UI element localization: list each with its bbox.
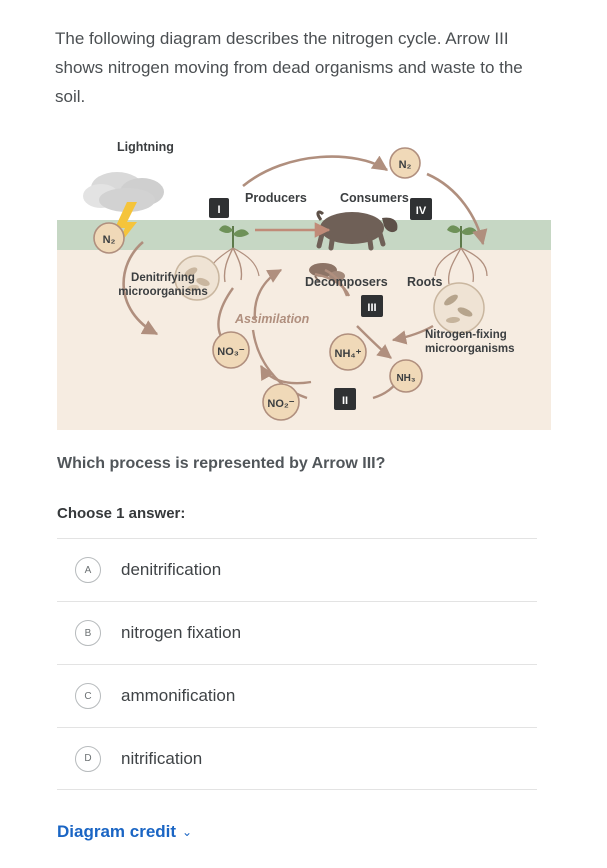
choice-letter-b[interactable]: B bbox=[75, 620, 101, 646]
diagram-credit-toggle[interactable] bbox=[57, 822, 192, 842]
answer-choice-b[interactable] bbox=[57, 601, 537, 664]
choice-letter-c[interactable]: C bbox=[75, 683, 101, 709]
node-no3-label: NO₃⁻ bbox=[217, 346, 245, 358]
node-nh4 bbox=[330, 334, 366, 370]
marker-iv-label: IV bbox=[415, 205, 427, 217]
marker-ii-label: II bbox=[341, 395, 349, 407]
question-text: Which process is represented by Arrow III? bbox=[57, 455, 386, 472]
nitrogen-fixing-microbe-icon bbox=[434, 283, 484, 333]
node-no3 bbox=[213, 332, 249, 368]
node-no2-label: NO₂⁻ bbox=[267, 398, 295, 410]
choice-label-c: ammonification bbox=[121, 686, 236, 705]
label-denitrifying-microorganisms: microorganisms bbox=[118, 286, 208, 298]
choice-letter-d[interactable]: D bbox=[75, 746, 101, 772]
node-nh3-label: NH₃ bbox=[396, 373, 416, 384]
label-nitrogen-fixing-microorganisms: microorganisms bbox=[425, 343, 515, 355]
answer-choice-c[interactable] bbox=[57, 664, 537, 727]
marker-i bbox=[209, 198, 229, 218]
node-n2-top-label: N₂ bbox=[398, 159, 412, 171]
marker-ii bbox=[334, 388, 356, 410]
answer-choice-d[interactable] bbox=[57, 727, 537, 790]
node-n2-left-label: N₂ bbox=[102, 234, 116, 246]
node-nh3 bbox=[390, 360, 422, 392]
marker-i-label: I bbox=[217, 204, 221, 216]
choice-label-a: denitrification bbox=[121, 560, 222, 579]
choose-label: Choose 1 answer: bbox=[57, 505, 186, 522]
chevron-down-icon: ⌄ bbox=[182, 825, 193, 839]
label-roots: Roots bbox=[407, 275, 443, 289]
prompt-text: The following diagram describes the nitrogen cycle. Arrow III shows nitrogen moving from dead organisms and waste to the soil. bbox=[55, 29, 523, 106]
choice-label-b: nitrogen fixation bbox=[121, 623, 242, 642]
label-decomposers: Decomposers bbox=[305, 275, 388, 289]
node-nh4-label: NH₄⁺ bbox=[334, 348, 362, 360]
label-denitrifying: Denitrifying bbox=[131, 272, 195, 284]
marker-iv bbox=[410, 198, 432, 220]
marker-iii-label: III bbox=[367, 302, 377, 314]
nitrogen-cycle-diagram bbox=[57, 130, 551, 430]
marker-iii bbox=[361, 295, 383, 317]
node-n2-left bbox=[94, 223, 124, 253]
label-consumers: Consumers bbox=[340, 191, 409, 205]
answer-choice-a[interactable] bbox=[57, 538, 537, 601]
label-producers: Producers bbox=[245, 191, 307, 205]
answer-choices bbox=[57, 538, 537, 790]
node-no2 bbox=[263, 384, 299, 420]
node-n2-top bbox=[390, 148, 420, 178]
label-nitrogen-fixing: Nitrogen-fixing bbox=[425, 329, 507, 341]
label-lightning: Lightning bbox=[117, 140, 174, 154]
diagram-credit-label: Diagram credit bbox=[57, 822, 177, 841]
choice-letter-a[interactable]: A bbox=[75, 557, 101, 583]
label-assimilation: Assimilation bbox=[235, 312, 310, 326]
choice-label-d: nitrification bbox=[121, 748, 203, 768]
